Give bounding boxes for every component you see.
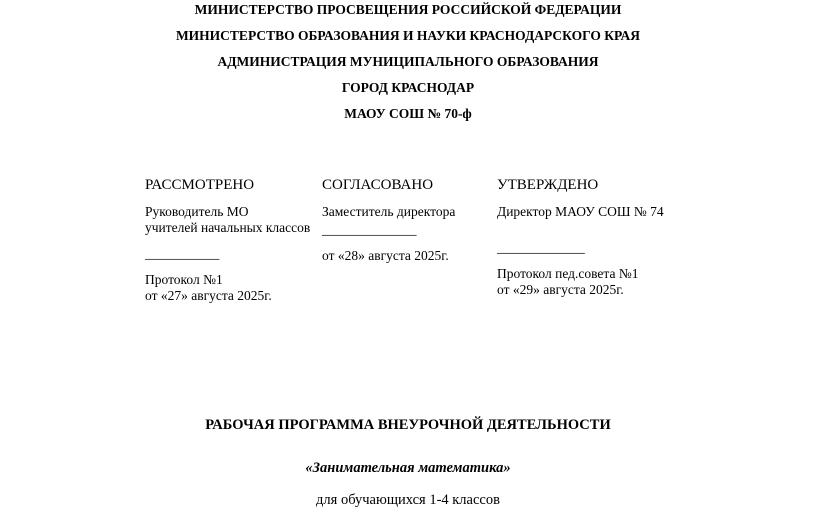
program-name: «Занимательная математика» [305, 460, 511, 476]
reviewed-signature-line: ___________ [145, 246, 220, 261]
agreed-role-line1: Заместитель директора [322, 204, 456, 219]
reviewed-protocol: Протокол №1 [145, 272, 223, 287]
reviewed-role-line1: Руководитель МО [145, 204, 249, 219]
reviewed-date: от «27» августа 2025г. [145, 288, 272, 303]
reviewed-role-line2: учителей начальных классов [145, 220, 311, 235]
approved-title: УТВЕРЖДЕНО [497, 177, 599, 193]
city-header: ГОРОД КРАСНОДАР [341, 80, 475, 95]
approved-signature-line: _____________ [497, 240, 585, 255]
approved-protocol: Протокол пед.совета №1 [497, 266, 639, 281]
agreed-title: СОГЛАСОВАНО [322, 177, 434, 193]
approved-role-line1: Директор МАОУ СОШ № 74 [497, 204, 664, 219]
reviewed-block [145, 176, 310, 304]
agreed-block [322, 176, 455, 264]
regional-ministry-header: МИНИСТЕРСТВО ОБРАЗОВАНИЯ И НАУКИ КРАСНОДАРСКОГО КРАЯ [175, 28, 641, 43]
approved-block [497, 176, 664, 298]
reviewed-title: РАССМОТРЕНО [145, 177, 255, 193]
ministry-header: МИНИСТЕРСТВО ПРОСВЕЩЕНИЯ РОССИЙСКОЙ ФЕДЕРАЦИИ [194, 2, 622, 17]
program-title: РАБОЧАЯ ПРОГРАММА ВНЕУРОЧНОЙ ДЕЯТЕЛЬНОСТИ [205, 417, 611, 433]
administration-header: АДМИНИСТРАЦИЯ МУНИЦИПАЛЬНОГО ОБРАЗОВАНИЯ [217, 54, 599, 69]
agreed-signature-line: ______________ [322, 222, 417, 237]
school-header: МАОУ СОШ № 70-ф [344, 106, 472, 121]
program-audience: для обучающихся 1-4 классов [316, 492, 500, 508]
approved-date: от «29» августа 2025г. [497, 282, 624, 297]
agreed-date: от «28» августа 2025г. [322, 248, 449, 263]
